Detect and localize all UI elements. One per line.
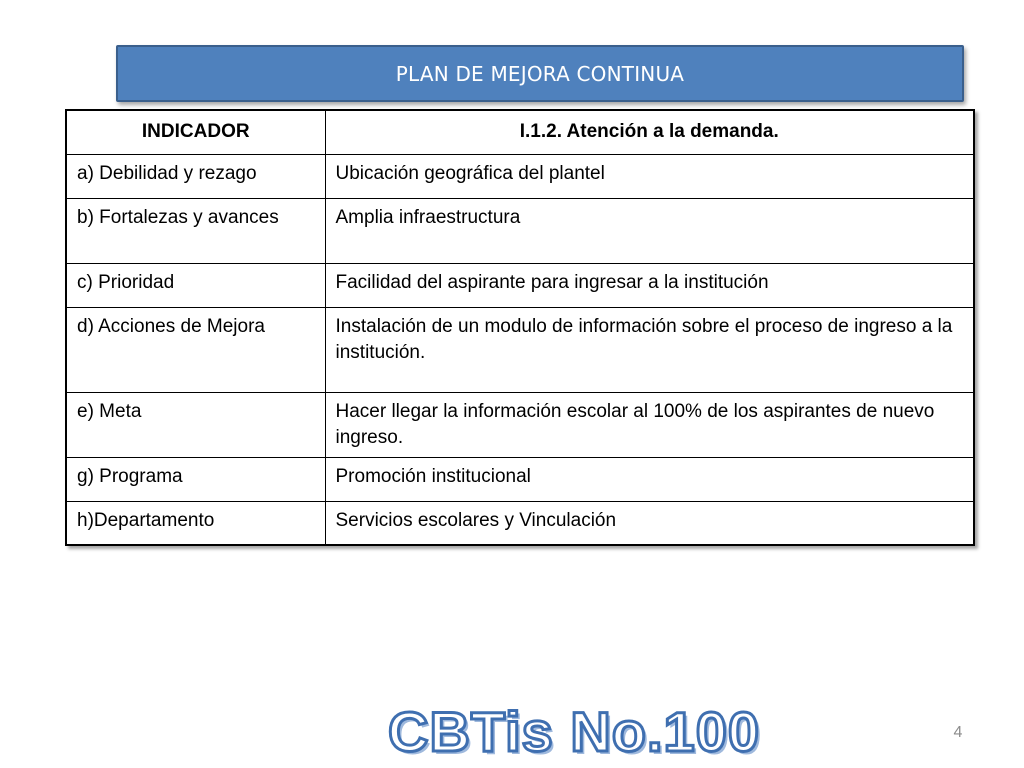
page-number: 4: [953, 724, 963, 741]
row-value: Hacer llegar la información escolar al 100% de los aspirantes de nuevo ingreso.: [325, 392, 974, 457]
row-value: Instalación de un modulo de información sobre el proceso de ingreso a la institución.: [325, 307, 974, 392]
row-value: Amplia infraestructura: [325, 198, 974, 263]
row-label: h)Departamento: [66, 501, 325, 545]
header-indicator-value: I.1.2. Atención a la demanda.: [325, 110, 974, 154]
row-value: Facilidad del aspirante para ingresar a la institución: [325, 263, 974, 307]
row-label: c) Prioridad: [66, 263, 325, 307]
page-title: PLAN DE MEJORA CONTINUA: [395, 61, 685, 86]
table-row: [66, 263, 974, 307]
table-row: [66, 198, 974, 263]
table-header-row: [66, 110, 974, 154]
table-row: [66, 154, 974, 198]
row-label: a) Debilidad y rezago: [66, 154, 325, 198]
table-row: [66, 501, 974, 545]
table-row: [66, 307, 974, 392]
improvement-plan-table: [65, 109, 975, 546]
cbtis-logo-text: CBTis No.100: [388, 700, 760, 763]
row-label: g) Programa: [66, 457, 325, 501]
row-label: d) Acciones de Mejora: [66, 307, 325, 392]
table-row: [66, 392, 974, 457]
row-label: e) Meta: [66, 392, 325, 457]
header-indicator: INDICADOR: [66, 110, 325, 154]
row-label: b) Fortalezas y avances: [66, 198, 325, 263]
row-value: Promoción institucional: [325, 457, 974, 501]
title-banner: [116, 45, 964, 102]
row-value: Ubicación geográfica del plantel: [325, 154, 974, 198]
table-row: [66, 457, 974, 501]
row-value: Servicios escolares y Vinculación: [325, 501, 974, 545]
